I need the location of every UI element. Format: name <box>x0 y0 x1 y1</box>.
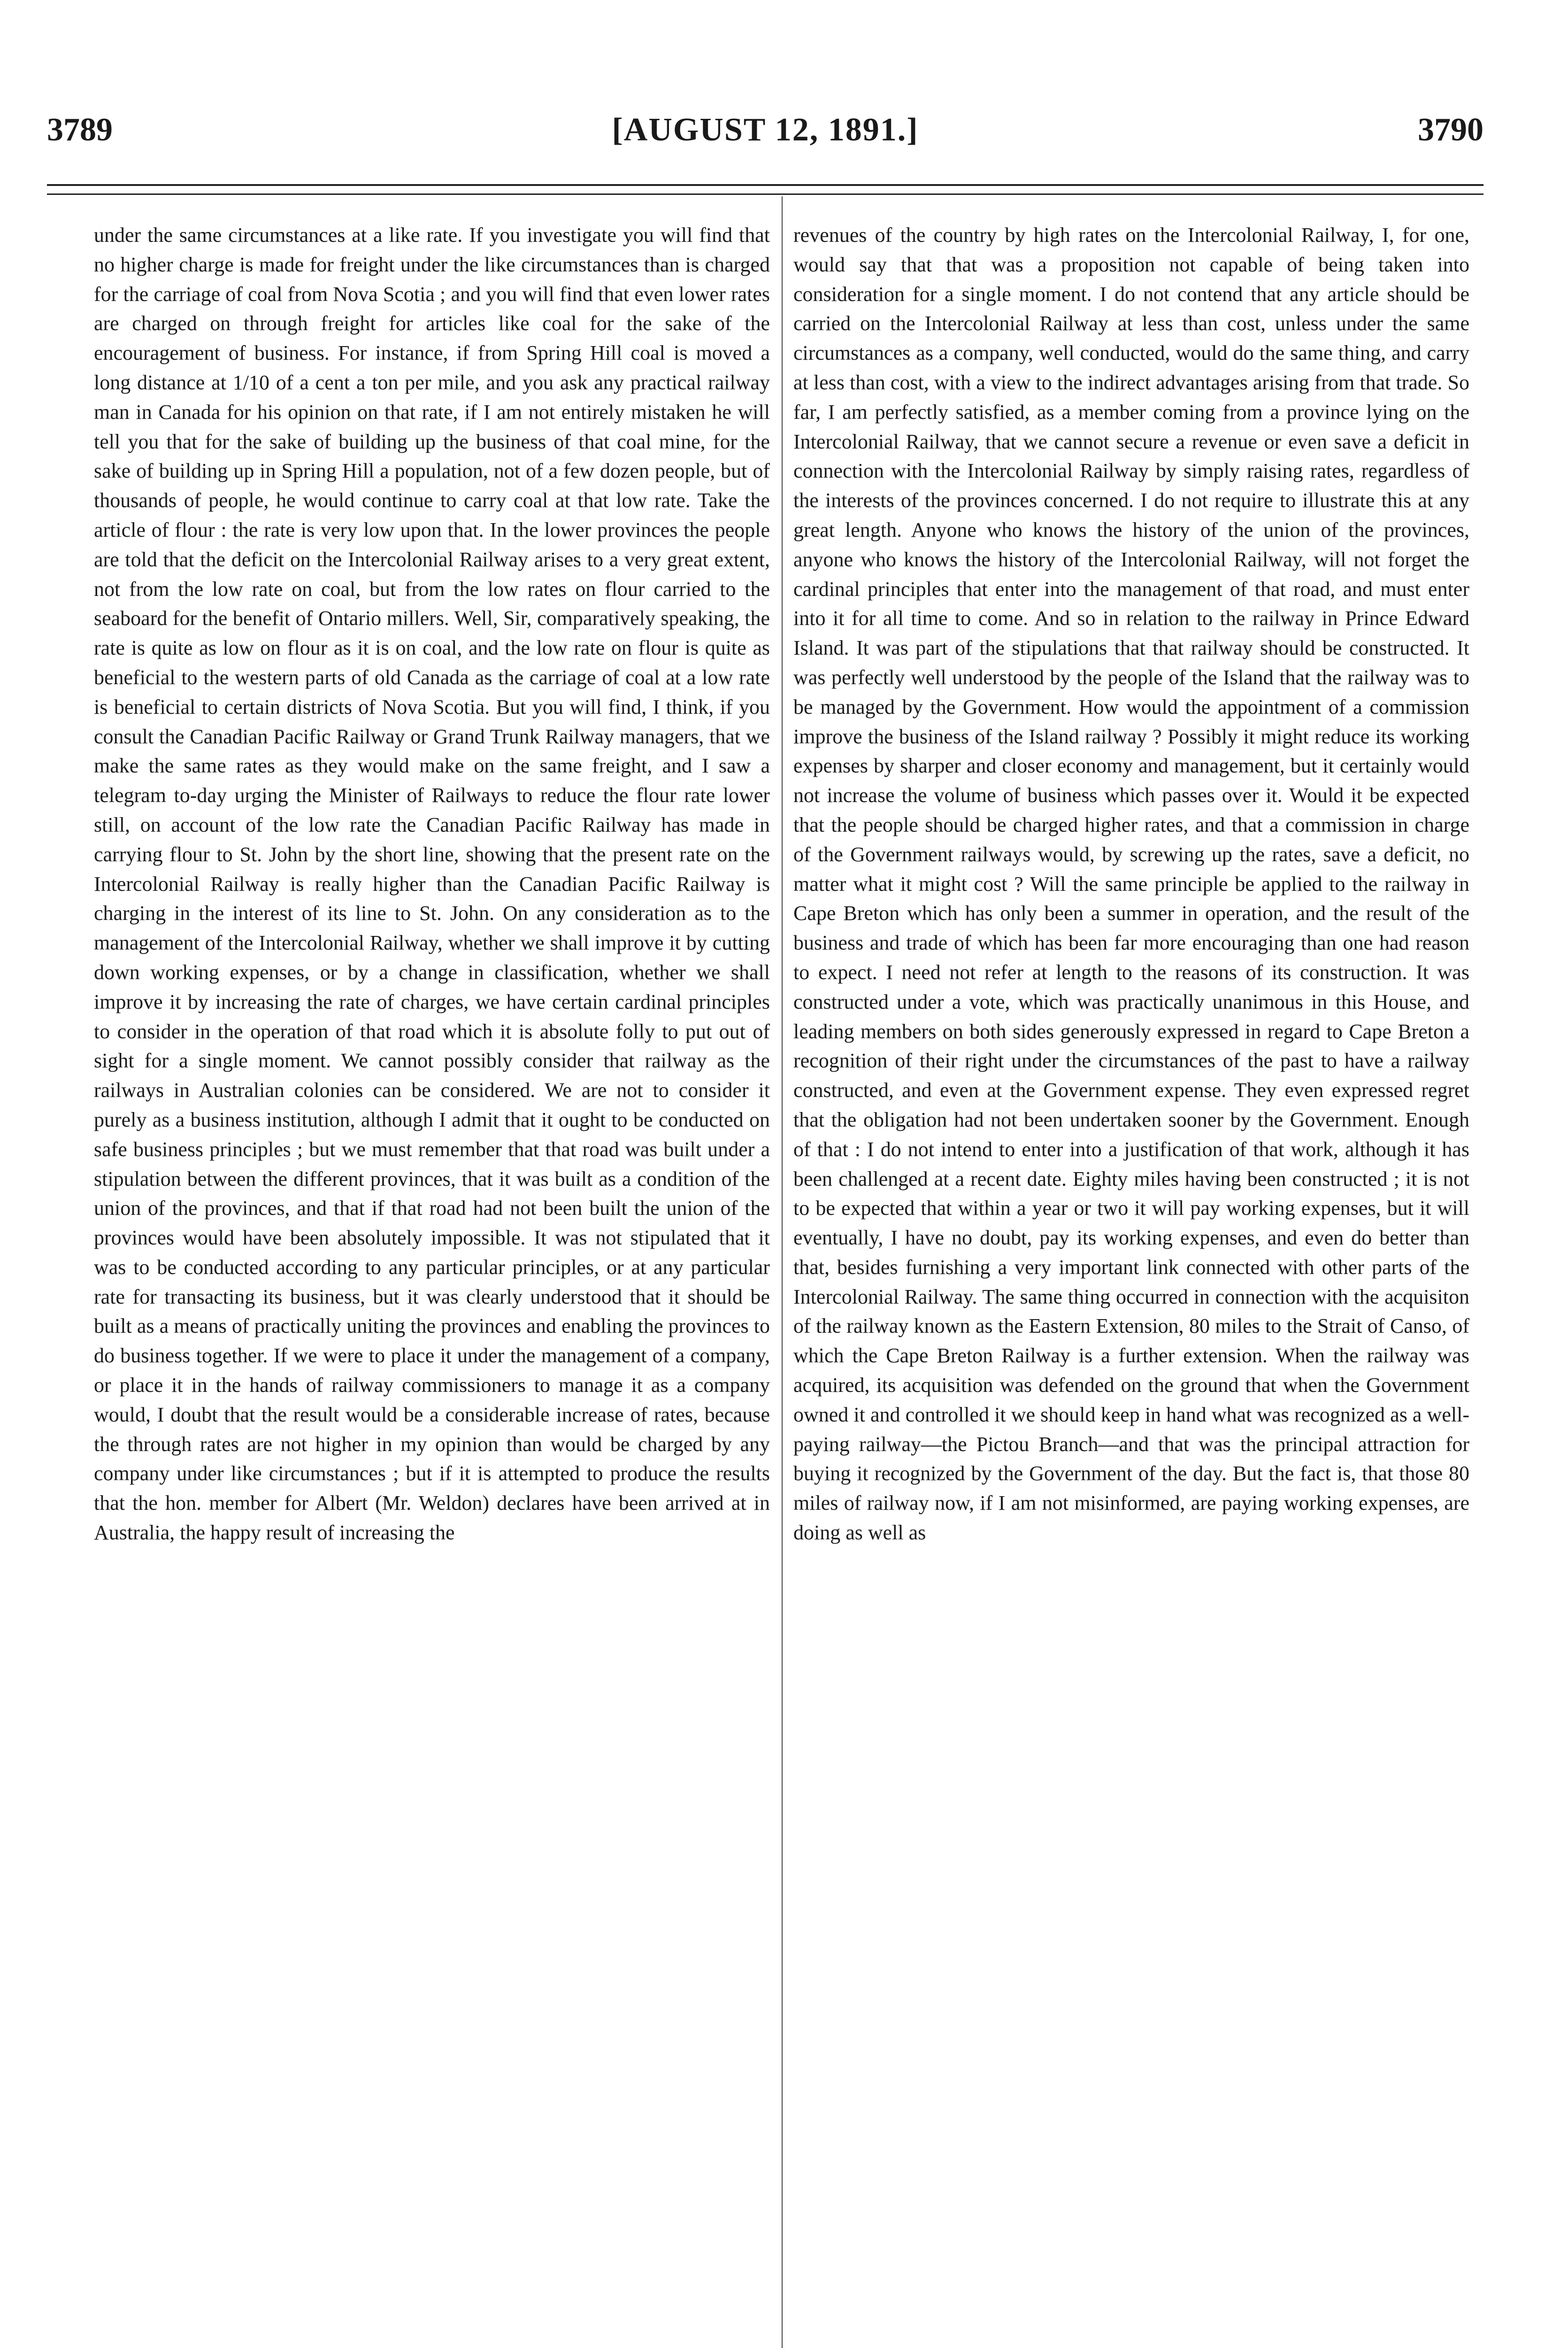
header-rule-bottom <box>47 193 1483 195</box>
right-column-text: revenues of the country by high rates on the Intercolonial Railway, I, for one, would say that that was a proposition not capable of being taken into consideration for a single moment. I do not contend that any article should be carried on the Intercolonial Railway at less than cost, unless under the same circumstances as a company, well conducted, would do the same thing, and carry at less than cost, with a view to the indirect advantages arising from that trade. So far, I am perfectly satisfied, as a member coming from a province lying on the Intercolonial Railway, that we cannot secure a revenue or even save a deficit in connection with the Intercolonial Railway by simply raising rates, regardless of the interests of the provinces concerned. I do not require to illustrate this at any great length. Anyone who knows the history of the union of the provinces, anyone who knows the history of the Intercolonial Railway, will not forget the cardinal principles that enter into the management of that road, and must enter into it for all time to come. And so in relation to the railway in Prince Edward Island. It was part of the stipulations that that railway should be constructed. It was perfectly well understood by the people of the Island that the railway was to be managed by the Government. How would the appointment of a commission improve the business of the Island railway ? Possibly it might reduce its working expenses by sharper and closer economy and management, but it certainly would not increase the volume of business which passes over it. Would it be expected that the people should be charged higher rates, and that a commission in charge of the Government railways would, by screwing up the rates, save a deficit, no matter what it might cost ? Will the same principle be applied to the railway in Cape Breton which has only been a summer in operation, and the result of the business and trade of which has been far more encouraging than one had reason to expect. I need not refer at length to the reasons of its construction. It was constructed under a vote, which was practically unanimous in this House, and leading members on both sides generously expressed in regard to Cape Breton a recognition of their right under the circumstances of the past to have a railway constructed, and even at the Government expense. They even expressed regret that the obligation had not been undertaken sooner by the Government. Enough of that : I do not intend to enter into a justification of that work, although it has been challenged at a recent date. Eighty miles having been constructed ; it is not to be expected that within a year or two it will pay working expenses, but it will eventually, I have no doubt, pay its working expenses, and even do better than that, besides furnishing a very important link connected with other parts of the Intercolonial Railway. The same thing occurred in connection with the acquisiton of the railway known as the Eastern Extension, 80 miles to the Strait of Canso, of which the Cape Breton Railway is a further extension. When the railway was acquired, its acquisition was defended on the ground that when the Government owned it and controlled it we should keep in hand what was recognized as a well-paying railway—the Pictou Branch—and that was the principal attraction for buying it recognized by the Government of the day. But the fact is, that those 80 miles of railway now, if I am not misinformed, are paying working expenses, are doing as well as <box>793 224 1469 1545</box>
page-date-title: [AUGUST 12, 1891.] <box>612 112 919 148</box>
left-column <box>94 221 770 1548</box>
column-divider <box>782 196 783 2348</box>
page-header <box>47 104 1483 156</box>
right-column <box>793 221 1469 1548</box>
left-column-text: under the same circumstances at a like rate. If you investigate you will find that no higher charge is made for freight under the like circumstances than is charged for the carriage of coal from Nova Scotia ; and you will find that even lower rates are charged on through freight for articles like coal for the sake of the encouragement of business. For instance, if from Spring Hill coal is moved a long distance at 1/10 of a cent a ton per mile, and you ask any practical railway man in Canada for his opinion on that rate, if I am not entirely mistaken he will tell you that for the sake of building up the business of that coal mine, for the sake of building up in Spring Hill a population, not of a few dozen people, but of thousands of people, he would continue to carry coal at that low rate. Take the article of flour : the rate is very low upon that. In the lower provinces the people are told that the deficit on the Intercolonial Railway arises to a very great extent, not from the low rate on coal, but from the low rates on flour carried to the seaboard for the benefit of Ontario millers. Well, Sir, comparatively speaking, the rate is quite as low on flour as it is on coal, and the low rate on flour is quite as beneficial to the western parts of old Canada as the carriage of coal at a low rate is beneficial to certain districts of Nova Scotia. But you will find, I think, if you consult the Canadian Pacific Railway or Grand Trunk Railway managers, that we make the same rates as they would make on the same freight, and I saw a telegram to-day urging the Minister of Railways to reduce the flour rate lower still, on account of the low rate the Canadian Pacific Railway has made in carrying flour to St. John by the short line, showing that the present rate on the Intercolonial Railway is really higher than the Canadian Pacific Railway is charging in the interest of its line to St. John. On any consideration as to the management of the Intercolonial Railway, whether we shall improve it by cutting down working expenses, or by a change in classification, whether we shall improve it by increasing the rate of charges, we have certain cardinal principles to consider in the operation of that road which it is absolute folly to put out of sight for a single moment. We cannot possibly consider that railway as the railways in Australian colonies can be considered. We are not to consider it purely as a business institution, although I admit that it ought to be conducted on safe business principles ; but we must remember that that road was built under a stipulation between the different provinces, that it was built as a condition of the union of the provinces, and that if that road had not been built the union of the provinces would have been absolutely impossible. It was not stipulated that it was to be conducted according to any particular principles, or at any particular rate for transacting its business, but it was clearly understood that it should be built as a means of practically uniting the provinces and enabling the provinces to do business together. If we were to place it under the management of a company, or place it in the hands of railway commissioners to manage it as a company would, I doubt that the result would be a considerable increase of rates, because the through rates are not higher in my opinion than would be charged by any company under like circumstances ; but if it is attempted to produce the results that the hon. member for Albert (Mr. Weldon) declares have been arrived at in Australia, the happy result of increasing the <box>94 224 770 1545</box>
header-rule-top <box>47 184 1483 186</box>
page-number-right: 3790 <box>1418 112 1483 148</box>
page-number-left: 3789 <box>47 112 113 148</box>
